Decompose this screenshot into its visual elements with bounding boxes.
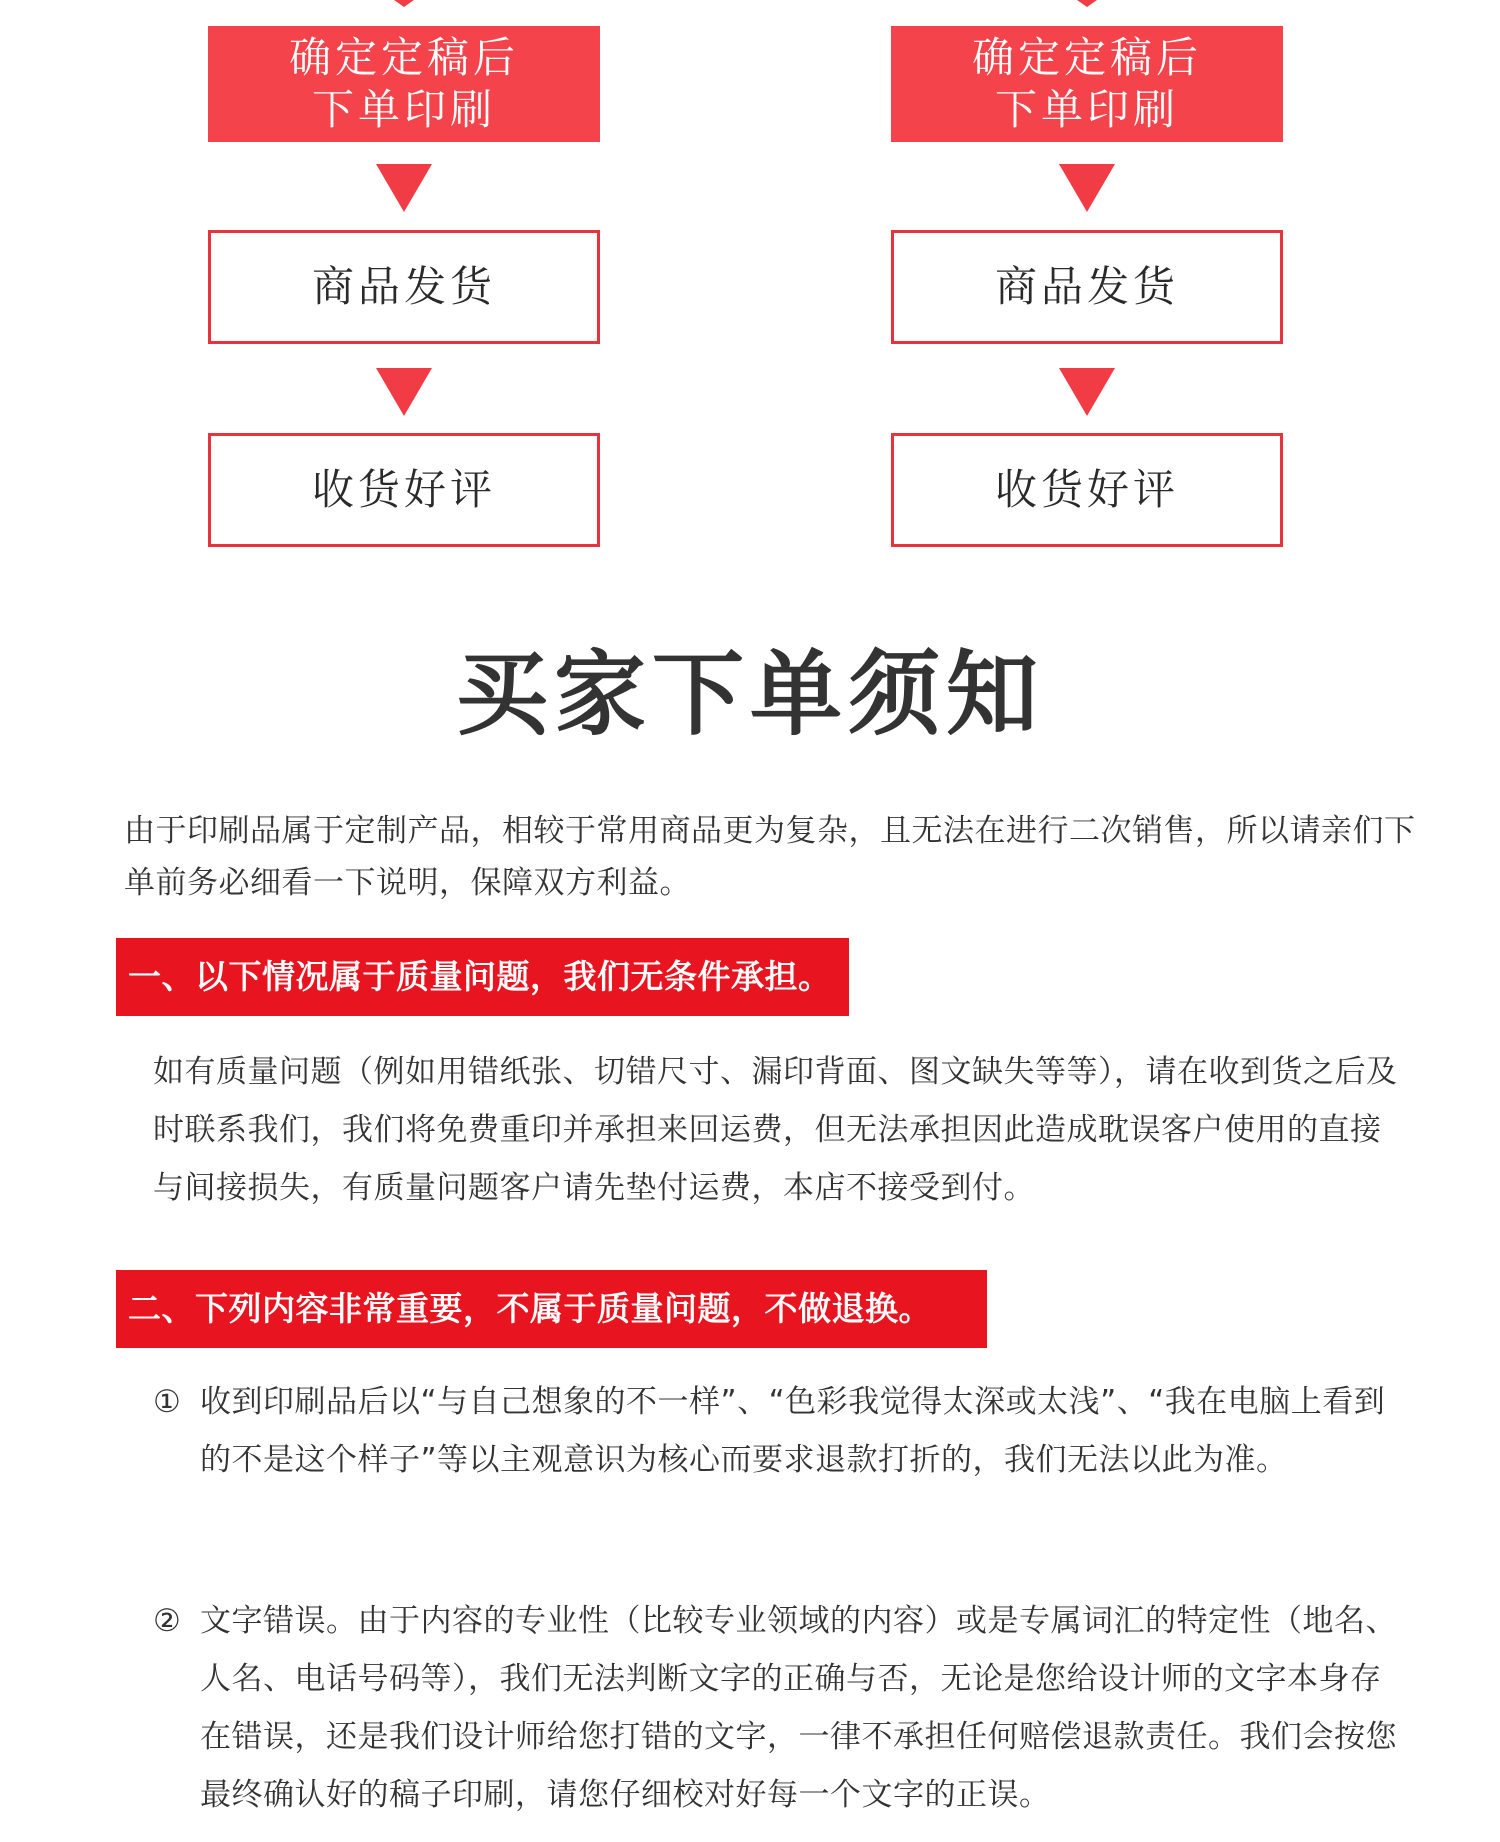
down-triangle-icon xyxy=(376,368,432,416)
down-triangle-icon xyxy=(1059,164,1115,212)
flow-step-label: 下单印刷 xyxy=(311,85,496,134)
list-item-number: ① xyxy=(153,1384,182,1420)
flow-step-review xyxy=(891,433,1283,547)
flow-step-ship xyxy=(208,230,600,344)
section1-heading-banner: 一、以下情况属于质量问题，我们无条件承担。 xyxy=(116,938,849,1016)
list-item xyxy=(153,1373,1403,1489)
list-item-text: 文字错误。由于内容的专业性（比较专业领域的内容）或是专属词汇的特定性（地名、人名、电话号码等），我们无法判断文字的正确与否，无论是您给设计师的文字本身存在错误，还是我们设计师给您打错的文字，一律不承担任何赔偿退款责任。我们会按您最终确认好的稿子印刷，请您仔细校对好每一个文字的正误。 xyxy=(200,1603,1397,1813)
list-item-text: 收到印刷品后以“与自己想象的不一样”、“色彩我觉得太深或太浅”、“我在电脑上看到的不是这个样子”等以主观意识为核心而要求退款打折的，我们无法以此为准。 xyxy=(200,1384,1386,1478)
flow-step-label: 商品发货 xyxy=(994,262,1179,311)
flow-step-label: 收货好评 xyxy=(994,465,1179,514)
page-title: 买家下单须知 xyxy=(455,641,1044,748)
flow-step-label: 下单印刷 xyxy=(994,85,1179,134)
flow-step-label: 收货好评 xyxy=(311,465,496,514)
intro-paragraph: 由于印刷品属于定制产品，相较于常用商品更为复杂，且无法在进行二次销售，所以请亲们下单前务必细看一下说明，保障双方利益。 xyxy=(124,813,1416,901)
flow-step-confirm-print xyxy=(208,26,600,142)
flow-step-ship xyxy=(891,230,1283,344)
down-triangle-icon xyxy=(394,0,414,7)
flow-step-confirm-print xyxy=(891,26,1283,142)
section2-heading-banner: 二、下列内容非常重要，不属于质量问题，不做退换。 xyxy=(116,1270,987,1348)
flow-step-review xyxy=(208,433,600,547)
flow-step-label: 确定定稿后 xyxy=(288,33,519,82)
list-item xyxy=(153,1592,1403,1824)
flow-step-label: 确定定稿后 xyxy=(971,33,1202,82)
down-triangle-icon xyxy=(376,164,432,212)
down-triangle-icon xyxy=(1059,368,1115,416)
down-triangle-icon xyxy=(1077,0,1097,7)
list-item-number: ② xyxy=(153,1603,182,1639)
flow-step-label: 商品发货 xyxy=(311,262,496,311)
section1-body: 如有质量问题（例如用错纸张、切错尺寸、漏印背面、图文缺失等等），请在收到货之后及时联系我们，我们将免费重印并承担来回运费，但无法承担因此造成耽误客户使用的直接与间接损失，有质量问题客户请先垫付运费，本店不接受到付。 xyxy=(153,1054,1398,1206)
